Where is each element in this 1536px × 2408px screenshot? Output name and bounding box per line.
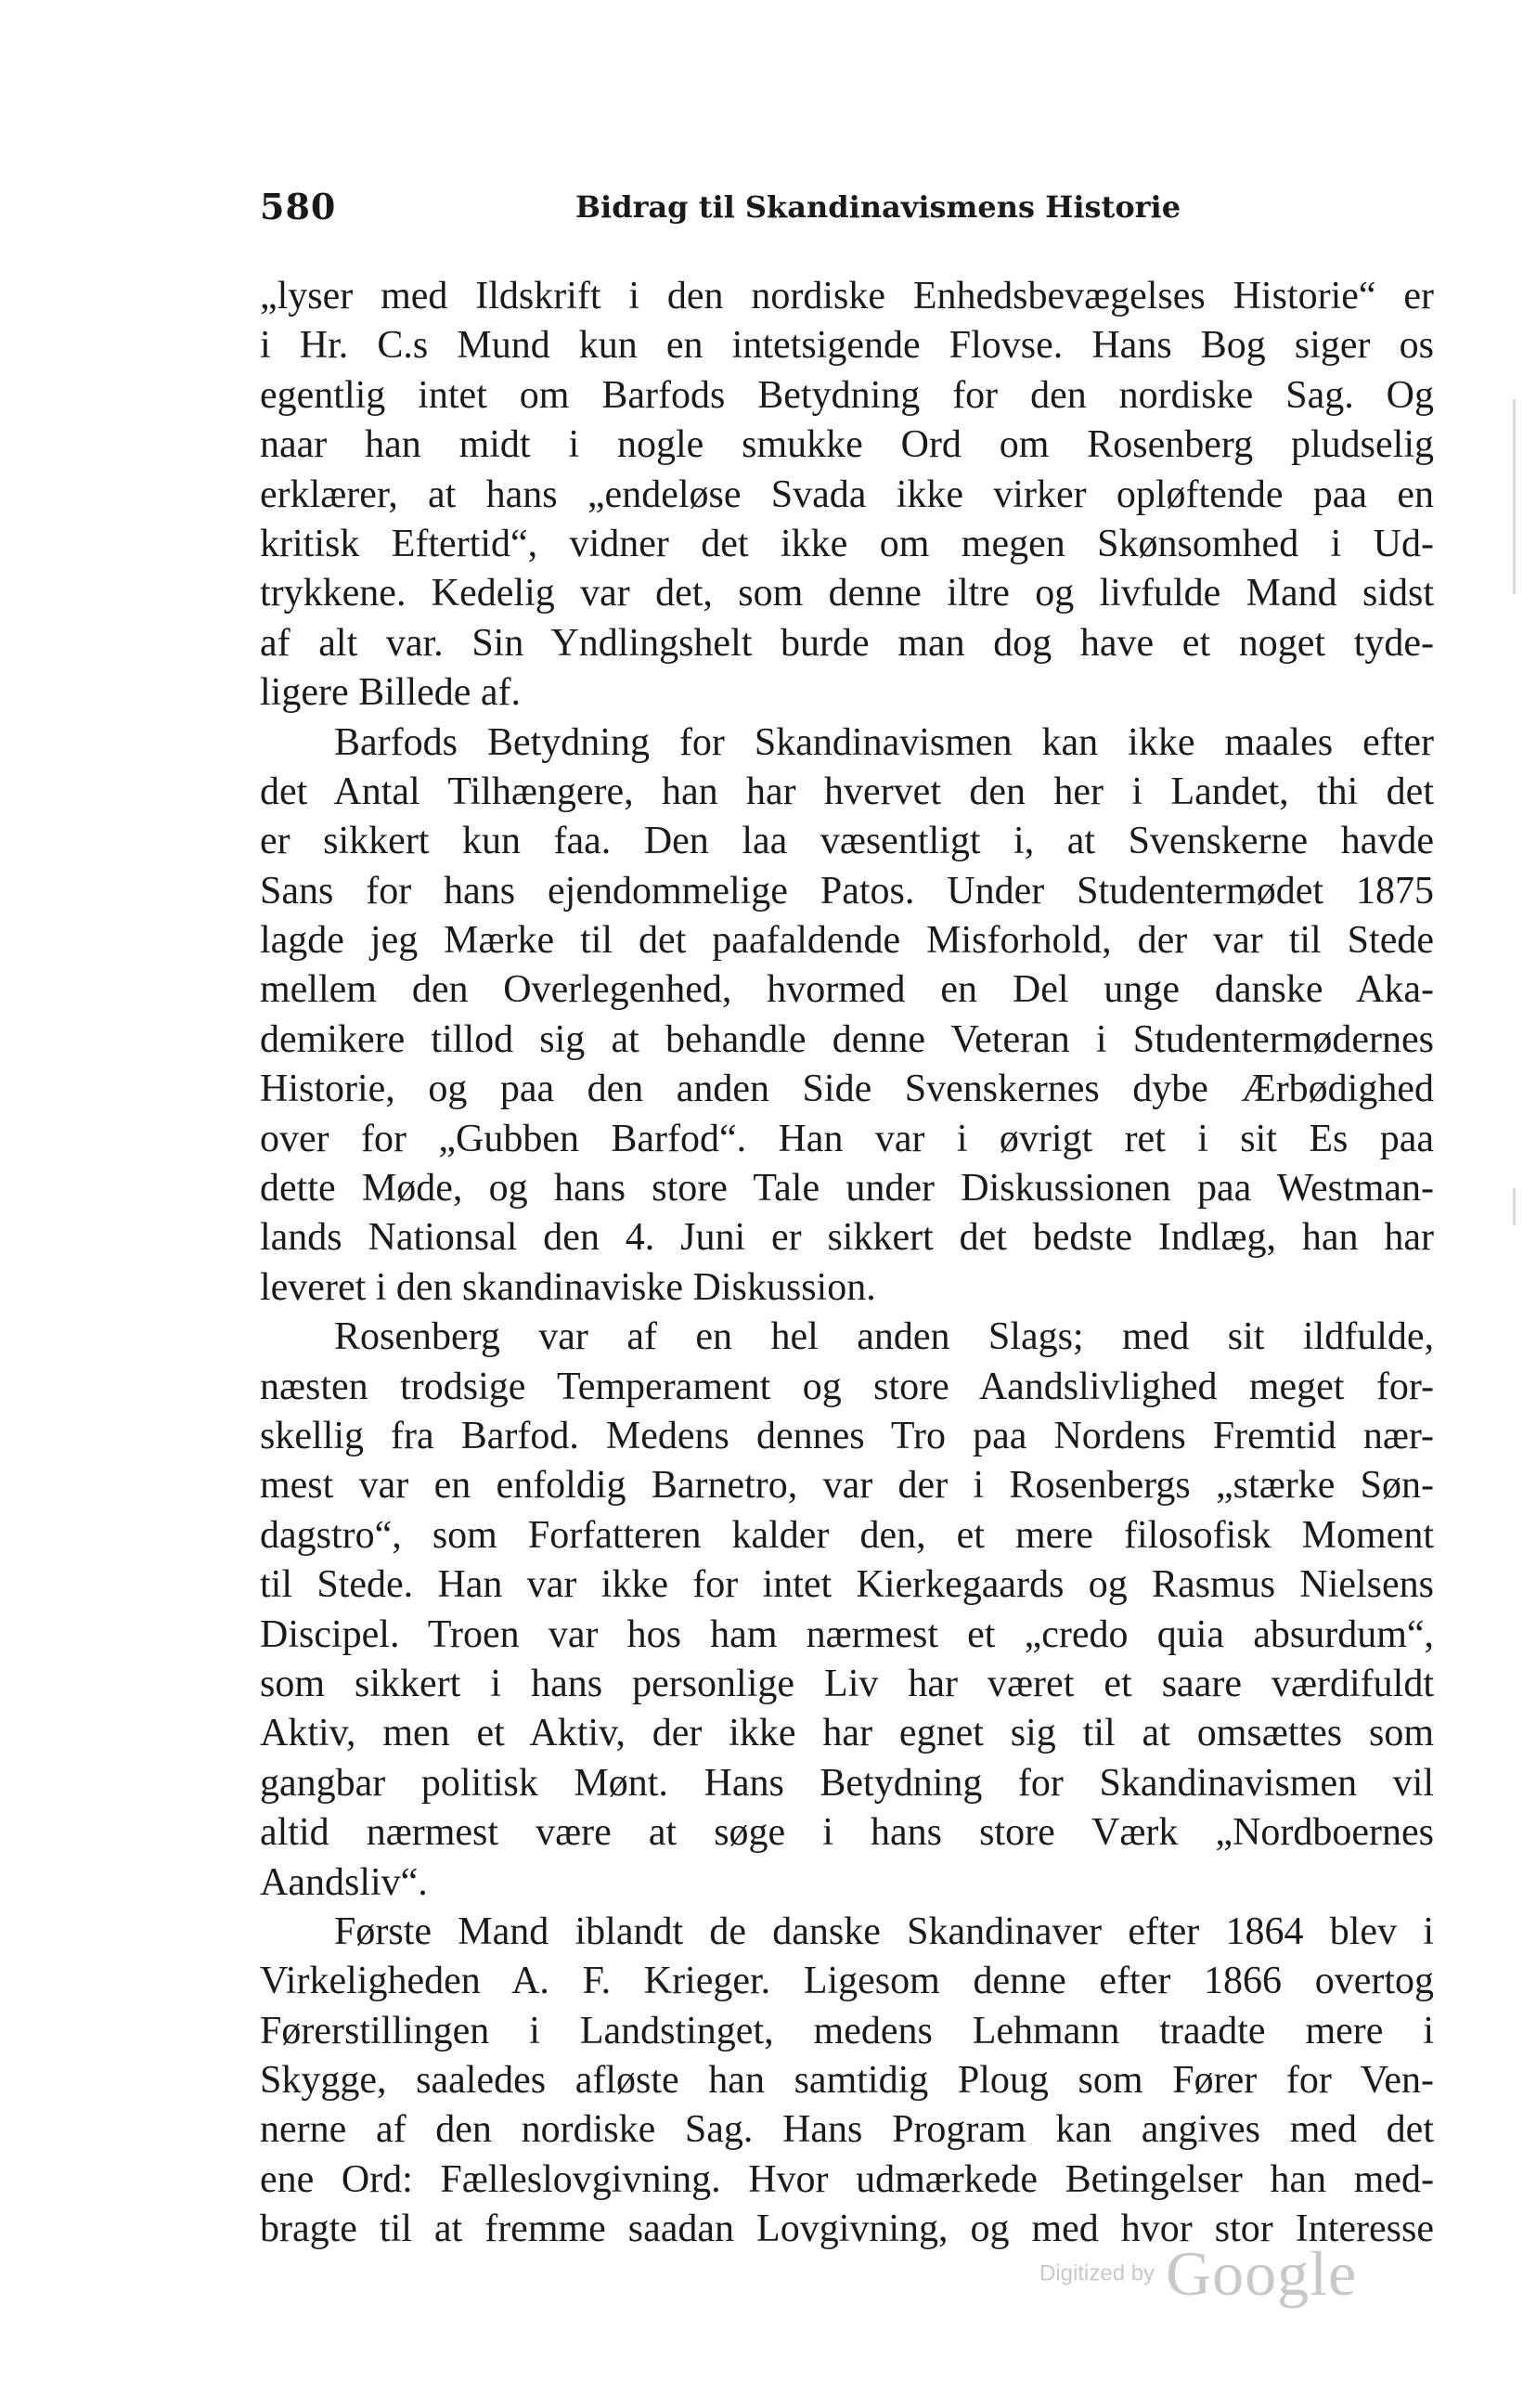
text-line: trykkene. Kedelig var det, som denne iltre og livfulde Mand sidst <box>260 572 1434 615</box>
text-line: „lyser med Ildskrift i den nordiske Enhedsbevægelses Historie“ er <box>260 275 1434 317</box>
text-line: dette Møde, og hans store Tale under Diskussionen paa Westman- <box>260 1167 1434 1210</box>
text-line: leveret i den skandinaviske Diskussion. <box>260 1265 876 1309</box>
text-line: mellem den Overlegenhed, hvormed en Del unge danske Aka- <box>260 968 1434 1012</box>
text-line: lands Nationsal den 4. Juni er sikkert det bedste Indlæg, han har <box>260 1216 1434 1260</box>
google-logo: Google <box>1166 2238 1358 2309</box>
text-line: er sikkert kun faa. Den laa væsentligt i, at Svenskerne havde <box>260 820 1434 863</box>
watermark-prefix: Digitized by <box>1039 2260 1155 2286</box>
scan-margin-mark <box>1513 399 1516 594</box>
text-line: Skygge, saaledes afløste han samtidig Ploug som Fører for Ven- <box>260 2059 1434 2103</box>
digitized-by-google-watermark <box>1039 2237 1357 2311</box>
text-line: egentlig intet om Barfods Betydning for den nordiske Sag. Og <box>260 373 1434 417</box>
text-line: som sikkert i hans personlige Liv har været et saare værdifuldt <box>260 1662 1434 1705</box>
page-number: 580 <box>260 186 337 227</box>
text-line: mest var en enfoldig Barnetro, var der i Rosenbergs „stærke Søn- <box>260 1464 1434 1508</box>
paragraph-start-line: Barfods Betydning for Skandinavismen kan ikke maales efter <box>334 720 1434 764</box>
text-line: til Stede. Han var ikke for intet Kierkegaards og Rasmus Nielsens <box>260 1563 1434 1607</box>
text-line: lagde jeg Mærke til det paafaldende Misforhold, der var til Stede <box>260 919 1434 963</box>
text-line: skellig fra Barfod. Medens dennes Tro paa Nordens Fremtid nær- <box>260 1414 1434 1457</box>
text-line: Sans for hans ejendommelige Patos. Under Studentermødet 1875 <box>260 869 1434 913</box>
text-line: Aktiv, men et Aktiv, der ikke har egnet sig til at omsættes som <box>260 1712 1434 1755</box>
text-line: ligere Billede af. <box>260 671 522 715</box>
text-line: over for „Gubben Barfod“. Han var i øvrigt ret i sit Es paa <box>260 1117 1434 1160</box>
body-text <box>260 272 1434 2255</box>
text-line: dagstro“, som Forfatteren kalder den, et mere filosofisk Moment <box>260 1513 1434 1557</box>
text-line: ene Ord: Fælleslovgivning. Hvor udmærkede Betingelser han med- <box>260 2157 1434 2201</box>
text-line: erklærer, at hans „endeløse Svada ikke virker opløftende paa en <box>260 473 1434 516</box>
paragraph-start-line: Rosenberg var af en hel anden Slags; med sit ildfulde, <box>334 1315 1434 1359</box>
scan-margin-mark <box>1513 1188 1516 1225</box>
text-line: i Hr. C.s Mund kun en intetsigende Flovse. Hans Bog siger os <box>260 324 1434 368</box>
text-line: Discipel. Troen var hos ham nærmest et „credo quia absurdum“, <box>260 1612 1434 1656</box>
text-line: Historie, og paa den anden Side Svenskernes dybe Ærbødighed <box>260 1068 1434 1111</box>
text-line: af alt var. Sin Yndlingshelt burde man dog have et noget tyde- <box>260 621 1434 665</box>
text-line: altid nærmest være at søge i hans store Værk „Nordboernes <box>260 1811 1434 1855</box>
text-line: nerne af den nordiske Sag. Hans Program kan angives med det <box>260 2108 1434 2152</box>
text-line: kritisk Eftertid“, vidner det ikke om megen Skønsomhed i Ud- <box>260 522 1434 565</box>
text-line: Førerstillingen i Landstinget, medens Lehmann traadte mere i <box>260 2009 1434 2052</box>
text-line: Virkeligheden A. F. Krieger. Ligesom denne efter 1866 overtog <box>260 1960 1434 2003</box>
text-line: naar han midt i nogle smukke Ord om Rosenberg pludselig <box>260 423 1434 467</box>
text-line: det Antal Tilhængere, han har hvervet den her i Landet, thi det <box>260 770 1434 813</box>
text-line: Aandsliv“. <box>260 1860 428 1904</box>
running-title: Bidrag til Skandinavismens Historie <box>575 189 1181 225</box>
text-line: bragte til at fremme saadan Lovgivning, og med hvor stor Interesse <box>260 2207 1434 2251</box>
text-line: demikere tillod sig at behandle denne Veteran i Studentermødernes <box>260 1017 1434 1061</box>
paragraph-start-line: Første Mand iblandt de danske Skandinaver efter 1864 blev i <box>334 1910 1434 1953</box>
text-line: gangbar politisk Mønt. Hans Betydning for Skandinavismen vil <box>260 1761 1434 1805</box>
text-line: næsten trodsige Temperament og store Aandslivlighed meget for- <box>260 1365 1434 1408</box>
page-header <box>260 186 1466 241</box>
